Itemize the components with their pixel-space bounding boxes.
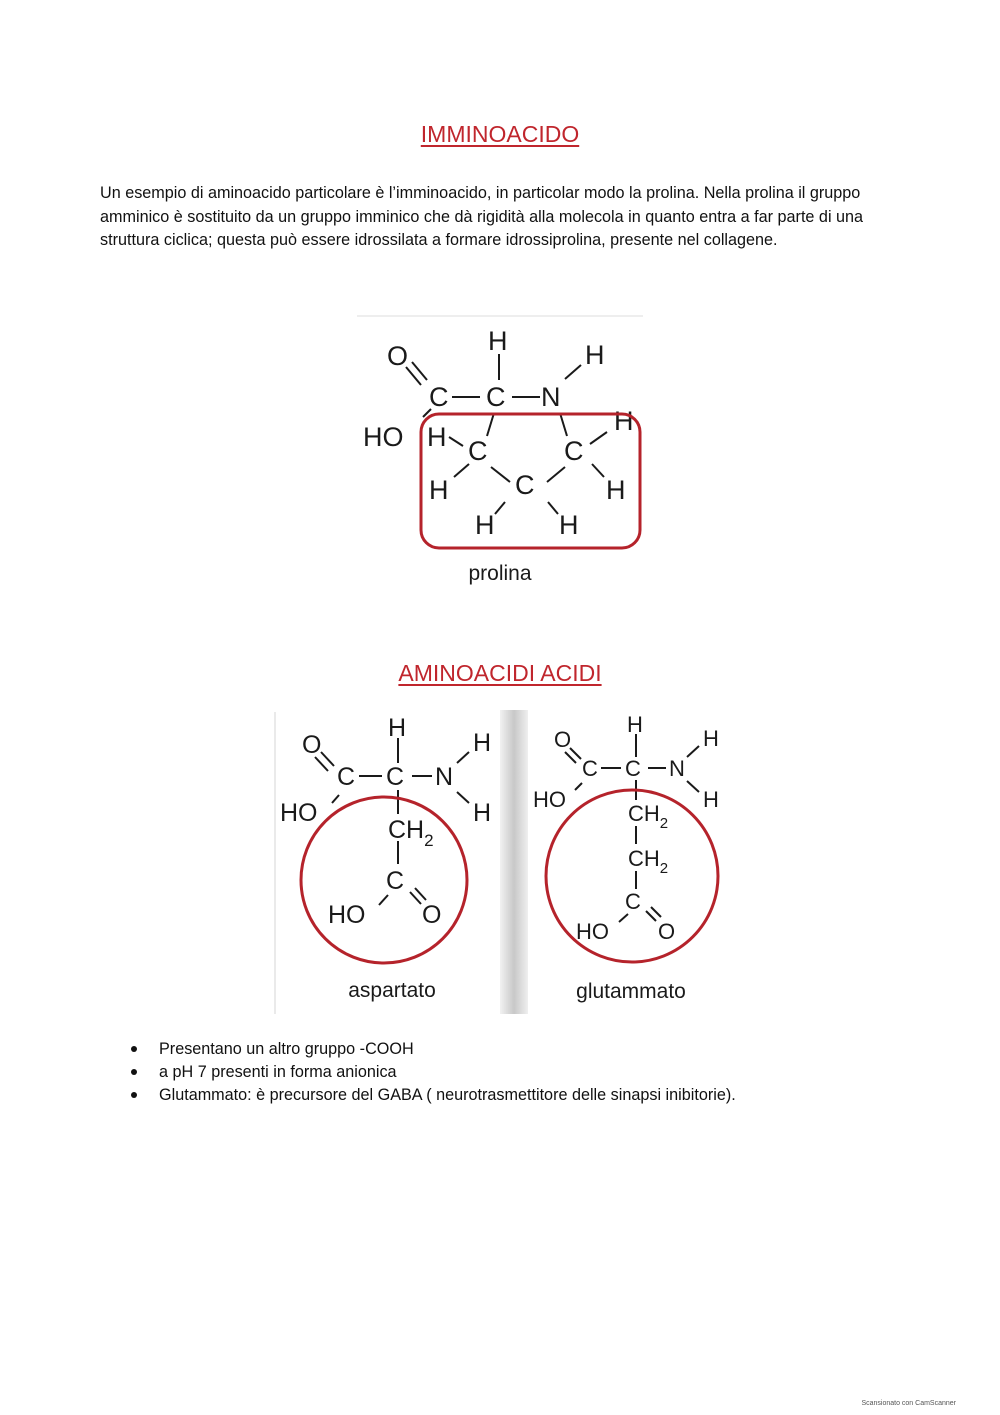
atom-c: C	[582, 756, 598, 781]
atom-h: H	[606, 475, 626, 505]
atom-h: H	[473, 729, 492, 757]
atom-h: H	[627, 712, 643, 737]
atom-c: C	[337, 763, 356, 791]
atom-c: C	[515, 470, 535, 500]
atom-ho: HO	[363, 422, 404, 452]
proline-caption: prolina	[468, 562, 532, 585]
panel-divider	[500, 710, 528, 1014]
bullet-icon	[131, 1046, 137, 1052]
atom-c: C	[468, 436, 488, 466]
atom-h: H	[614, 406, 634, 436]
atom-h: H	[388, 714, 407, 742]
side-chain-highlight-circle	[301, 797, 467, 963]
atom-h: H	[703, 787, 719, 812]
atom-h: H	[475, 510, 495, 540]
section-title-aminoacidi-acidi: AMINOACIDI ACIDI	[398, 660, 602, 686]
section-title-imminoacido: IMMINOACIDO	[420, 121, 580, 147]
atom-o: O	[554, 727, 572, 752]
atom-h: H	[559, 510, 579, 540]
atom-o: O	[302, 731, 322, 759]
atom-o: O	[658, 919, 676, 944]
atom-h: H	[429, 475, 449, 505]
atom-n: N	[435, 763, 454, 791]
atom-n: N	[541, 382, 561, 412]
atom-h: H	[427, 422, 447, 452]
ch2-group: $CH_2$	[628, 846, 669, 877]
atom-o: O	[387, 341, 409, 371]
atom-c: C	[564, 436, 584, 466]
glutamate-caption: glutammato	[576, 980, 686, 1003]
scanner-watermark: Scansionato con CamScanner	[861, 1400, 956, 1407]
bullet-icon	[131, 1092, 137, 1098]
ch2-group: $CH_2$	[628, 801, 669, 832]
ch2-group: $CH_2$	[388, 816, 434, 850]
bullet-icon	[131, 1069, 137, 1075]
atom-h: H	[585, 340, 605, 370]
atom-h: H	[703, 726, 719, 751]
atom-o: O	[422, 901, 442, 929]
atom-c: C	[429, 382, 449, 412]
list-item: a pH 7 presenti in forma anionica	[100, 1061, 736, 1084]
atom-h: H	[488, 326, 508, 356]
proline-structure-figure	[355, 312, 655, 592]
properties-list	[100, 1038, 736, 1107]
atom-ho: HO	[533, 787, 566, 812]
intro-paragraph: Un esempio di aminoacido particolare è l’imminoacido, in particolar modo la prolina. Nella prolina il gruppo amminico è sostituito da un gruppo imminico che dà rigidità alla molecola in quanto entra a far parte di una struttura ciclica; questa può essere idrossilata a formare idrossiprolina, presente nel collagene.	[100, 184, 864, 249]
atom-c: C	[486, 382, 506, 412]
atom-ho: HO	[576, 919, 609, 944]
atom-ho: HO	[328, 901, 366, 929]
list-item: Presentano un altro gruppo -COOH	[100, 1038, 736, 1061]
atom-c: C	[625, 756, 641, 781]
atom-c: C	[386, 867, 405, 895]
acidic-aminoacids-figure	[272, 708, 742, 1018]
atom-c: C	[625, 889, 641, 914]
atom-c: C	[386, 763, 405, 791]
aspartate-caption: aspartato	[348, 979, 436, 1002]
atom-ho: HO	[280, 799, 318, 827]
atom-h: H	[473, 799, 492, 827]
atom-n: N	[669, 756, 685, 781]
list-item: Glutammato: è precursore del GABA ( neurotrasmettitore delle sinapsi inibitorie).	[100, 1084, 736, 1107]
